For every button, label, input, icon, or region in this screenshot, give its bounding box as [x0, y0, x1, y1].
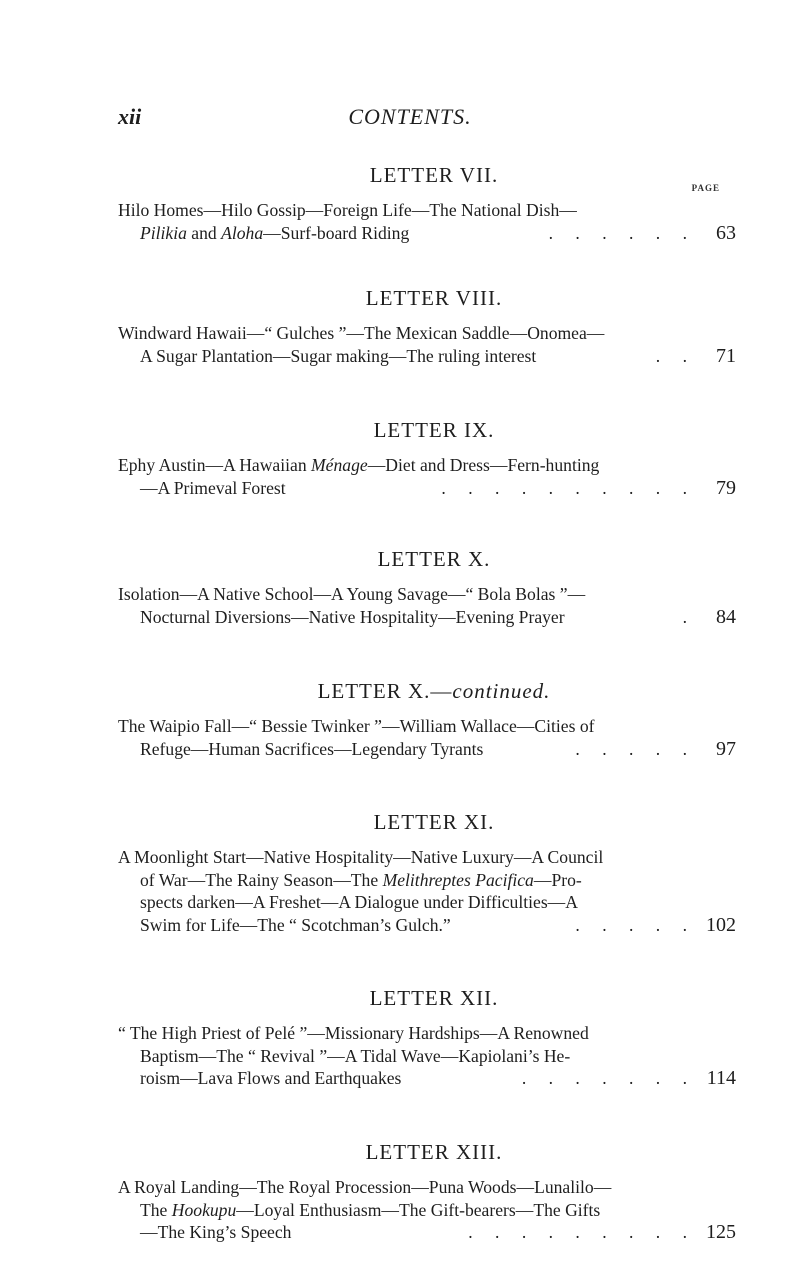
letter-entry-viii [118, 285, 736, 367]
letter-heading: LETTER X. [377, 547, 491, 571]
dot-leader: . . . . . . . . . . [441, 477, 696, 498]
dot-leader: . [682, 606, 696, 627]
italic-word-pilikia: Pilikia [140, 222, 187, 243]
letter-summary [118, 715, 736, 760]
letter-entry-x [118, 546, 736, 628]
running-title: CONTENTS. [348, 104, 472, 129]
summary-text: —A Primeval Forest [140, 477, 286, 498]
dot-leader: . . . . . . [548, 222, 696, 243]
page-reference: 97 [716, 737, 736, 760]
summary-line: of War—The Rainy Season—The Melithreptes Pacifica—Pro- [140, 869, 582, 890]
letter-summary [118, 1022, 736, 1090]
summary-line-last [118, 477, 736, 500]
summary-line: The Hookupu—Loyal Enthusiasm—The Gift-bearers—The Gifts [140, 1199, 601, 1220]
dot-leader: . . [655, 345, 696, 366]
summary-text: Nocturnal Diversions—Native Hospitality—Evening Prayer [140, 606, 565, 627]
summary-text: A Sugar Plantation—Sugar making—The ruling interest [140, 345, 537, 366]
letter-entry-ix [118, 417, 736, 499]
summary-line-last [118, 1067, 736, 1090]
running-head [0, 104, 800, 134]
letter-entry-xi [118, 809, 736, 936]
summary-line-last [118, 1221, 736, 1244]
page-reference: 84 [716, 605, 736, 628]
summary-line: Windward Hawaii—“ Gulches ”—The Mexican Saddle—Onomea— [118, 323, 605, 343]
summary-line: The Waipio Fall—“ Bessie Twinker ”—William Wallace—Cities of [118, 716, 595, 736]
page-reference: 71 [716, 344, 736, 367]
summary-line-last [118, 738, 736, 761]
italic-word-menage: Ménage [311, 455, 368, 475]
letter-summary [118, 1176, 736, 1244]
page-reference: 102 [706, 913, 736, 936]
page-reference: 125 [706, 1221, 736, 1244]
heading-continued: continued. [452, 679, 551, 703]
page-reference: 63 [716, 221, 736, 244]
letter-entry-x-continued [118, 678, 736, 760]
letter-entry-vii [118, 162, 736, 244]
letter-entry-xiii [118, 1139, 736, 1244]
summary-line: Baptism—The “ Revival ”—A Tidal Wave—Kapiolani’s He- [140, 1045, 571, 1066]
dot-leader: . . . . . . . [521, 1068, 696, 1089]
summary-line: Isolation—A Native School—A Young Savage—“ Bola Bolas ”— [118, 584, 586, 604]
italic-word-hookupu: Hookupu [171, 1199, 237, 1220]
letter-summary [118, 454, 736, 499]
letter-entry-xii [118, 985, 736, 1090]
heading-text: LETTER X.— [317, 679, 453, 703]
summary-text: Refuge—Human Sacrifices—Legendary Tyrants [140, 738, 484, 759]
summary-line: spects darken—A Freshet—A Dialogue under Difficulties—A [140, 892, 578, 913]
letter-summary [118, 846, 736, 936]
summary-line: Hilo Homes—Hilo Gossip—Foreign Life—The National Dish— [118, 200, 577, 220]
letter-heading: LETTER VIII. [365, 286, 503, 310]
italic-species-name: Melithreptes Pacifica [382, 869, 534, 890]
page-reference: 114 [706, 1067, 736, 1090]
dot-leader: . . . . . [575, 738, 696, 759]
letter-summary [118, 199, 736, 244]
summary-text: roism—Lava Flows and Earthquakes [140, 1068, 402, 1089]
summary-line: A Royal Landing—The Royal Procession—Puna Woods—Lunalilo— [118, 1177, 612, 1197]
summary-text: Pilikia and Aloha—Surf-board Riding [140, 222, 410, 243]
summary-line: Ephy Austin—A Hawaiian Ménage—Diet and Dress—Fern-hunting [118, 455, 600, 475]
letter-heading: LETTER IX. [373, 418, 495, 442]
page-number: xii [118, 104, 142, 129]
letter-summary [118, 583, 736, 628]
summary-text: Swim for Life—The “ Scotchman’s Gulch.” [140, 914, 451, 935]
summary-line-last [118, 606, 736, 629]
letter-heading: LETTER VII. [369, 163, 499, 187]
summary-line: A Moonlight Start—Native Hospitality—Native Luxury—A Council [118, 847, 604, 867]
italic-word-aloha: Aloha [221, 222, 264, 243]
summary-line-last [118, 914, 736, 937]
summary-line-last [118, 222, 736, 245]
letter-heading [118, 678, 736, 704]
page-reference: 79 [716, 476, 736, 499]
page-column-label: PAGE [691, 183, 720, 193]
letter-heading: LETTER XIII. [365, 1140, 503, 1164]
dot-leader: . . . . . [575, 914, 696, 935]
summary-text: —The King’s Speech [140, 1222, 292, 1243]
letter-heading: LETTER XI. [373, 810, 495, 834]
letter-heading: LETTER XII. [369, 986, 499, 1010]
dot-leader: . . . . . . . . . [468, 1222, 696, 1243]
summary-line: “ The High Priest of Pelé ”—Missionary Hardships—A Renowned [118, 1023, 589, 1043]
letter-summary [118, 322, 736, 367]
summary-line-last [118, 345, 736, 368]
